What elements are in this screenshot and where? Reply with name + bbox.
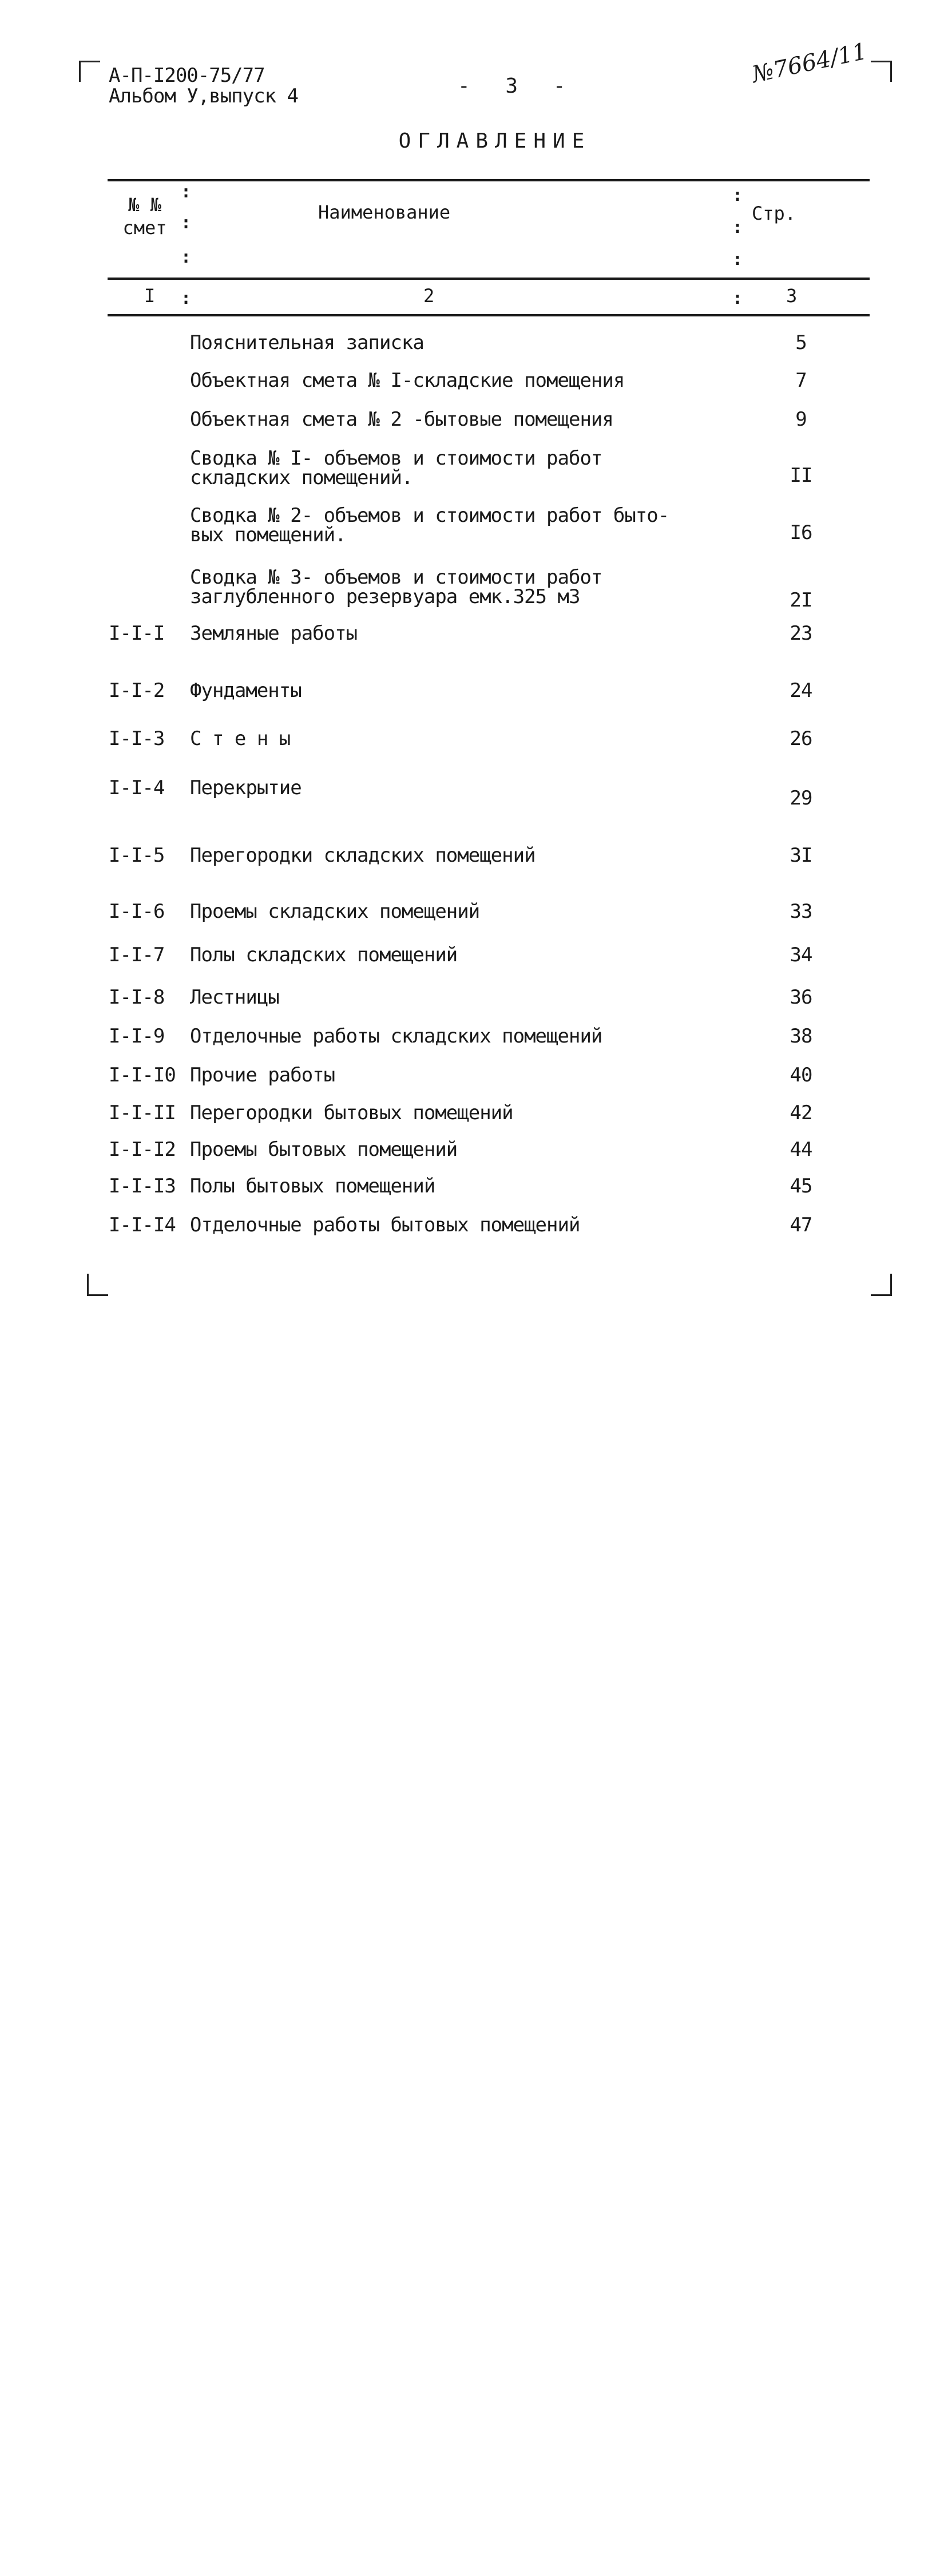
column-divider: : bbox=[181, 288, 192, 308]
estimate-code: I-I-II bbox=[109, 1101, 176, 1124]
page-ref: 9 bbox=[795, 408, 807, 431]
document-code-line: А-П-I200-75/77 bbox=[109, 64, 265, 87]
section-name-line: Полы бытовых помещений bbox=[190, 1175, 435, 1198]
section-name-line: заглубленного резервуара емк.325 м3 bbox=[190, 585, 580, 608]
section-name bbox=[190, 506, 705, 545]
section-name-line: Пояснительная записка bbox=[190, 331, 424, 354]
section-name bbox=[190, 371, 705, 390]
estimate-code: I-I-6 bbox=[109, 900, 165, 923]
estimate-code: I-I-3 bbox=[109, 727, 165, 750]
corner-mark-top-left bbox=[79, 61, 100, 82]
section-name bbox=[190, 681, 705, 700]
page-ref: 2I bbox=[790, 589, 812, 612]
column-divider: : bbox=[181, 213, 192, 233]
estimate-code: I-I-9 bbox=[109, 1025, 165, 1048]
section-name bbox=[190, 1176, 705, 1196]
column-number-2: 2 bbox=[423, 285, 435, 307]
section-name-line: Перекрытие bbox=[190, 776, 302, 799]
numbers-bottom-rule bbox=[108, 314, 870, 316]
page-ref: 38 bbox=[790, 1025, 812, 1048]
header-estimate-no: № № смет bbox=[122, 194, 167, 239]
estimate-code: I-I-8 bbox=[109, 986, 165, 1009]
section-name-line: Полы складских помещений bbox=[190, 944, 458, 966]
section-name bbox=[190, 1103, 705, 1123]
section-name bbox=[190, 988, 705, 1007]
section-name-line: вых помещений. bbox=[190, 524, 346, 546]
page-ref: 42 bbox=[790, 1101, 812, 1124]
estimate-code: I-I-I3 bbox=[109, 1175, 176, 1198]
column-divider: : bbox=[181, 247, 192, 267]
page-ref: 7 bbox=[795, 369, 807, 392]
column-divider: : bbox=[181, 182, 192, 202]
estimate-code: I-I-4 bbox=[109, 776, 165, 799]
page-ref: 34 bbox=[790, 944, 812, 966]
corner-mark-bottom-left bbox=[87, 1274, 108, 1296]
section-name bbox=[190, 729, 705, 748]
page-ref: 3I bbox=[790, 844, 812, 867]
section-name-line: Отделочные работы складских помещений bbox=[190, 1025, 602, 1048]
section-name bbox=[190, 846, 705, 865]
page-number: - 3 - bbox=[458, 74, 566, 98]
section-name-line: Отделочные работы бытовых помещений bbox=[190, 1214, 580, 1237]
section-name bbox=[190, 449, 705, 488]
section-name-line: складских помещений. bbox=[190, 466, 413, 489]
page-ref: 47 bbox=[790, 1214, 812, 1237]
section-name-line: Фундаменты bbox=[190, 679, 302, 702]
document-code bbox=[109, 65, 298, 106]
page-ref: 23 bbox=[790, 622, 812, 645]
section-name bbox=[190, 410, 705, 429]
page-ref: 40 bbox=[790, 1064, 812, 1087]
page-ref: 24 bbox=[790, 679, 812, 702]
section-name bbox=[190, 1027, 705, 1046]
handwritten-doc-number: №7664/11 bbox=[749, 38, 870, 88]
section-name-line: Объектная смета № I-складские помещения bbox=[190, 369, 625, 392]
page-ref: 36 bbox=[790, 986, 812, 1009]
header-page: Стр. bbox=[752, 203, 796, 224]
page-ref: II bbox=[790, 464, 812, 487]
estimate-code: I-I-5 bbox=[109, 844, 165, 867]
estimate-code: I-I-7 bbox=[109, 944, 165, 966]
section-name-line: Перегородки складских помещений bbox=[190, 844, 536, 867]
page-ref: I6 bbox=[790, 521, 812, 544]
section-name bbox=[190, 568, 705, 607]
estimate-code: I-I-I2 bbox=[109, 1138, 176, 1161]
section-name bbox=[190, 1065, 705, 1085]
section-name-line: Объектная смета № 2 -бытовые помещения bbox=[190, 408, 613, 431]
section-name-line: Лестницы bbox=[190, 986, 279, 1009]
column-divider: : bbox=[732, 185, 743, 205]
section-name-line: Земляные работы bbox=[190, 622, 358, 645]
toc-title: ОГЛАВЛЕНИЕ bbox=[398, 129, 592, 153]
section-name-line: Сводка № 3- объемов и стоимости работ bbox=[190, 566, 602, 589]
section-name bbox=[190, 333, 705, 352]
section-name-line: Проемы складских помещений bbox=[190, 900, 480, 923]
section-name bbox=[190, 778, 705, 798]
page-ref: 33 bbox=[790, 900, 812, 923]
page-ref: 29 bbox=[790, 787, 812, 810]
corner-mark-bottom-right bbox=[871, 1274, 892, 1296]
column-divider: : bbox=[732, 217, 743, 237]
page-ref: 5 bbox=[795, 331, 807, 354]
page-ref: 26 bbox=[790, 727, 812, 750]
estimate-code: I-I-I0 bbox=[109, 1064, 176, 1087]
estimate-code: I-I-2 bbox=[109, 679, 165, 702]
section-name-line: Сводка № I- объемов и стоимости работ bbox=[190, 447, 602, 470]
page-ref: 44 bbox=[790, 1138, 812, 1161]
section-name bbox=[190, 1140, 705, 1159]
corner-mark-top-right bbox=[871, 61, 892, 82]
section-name-line: Перегородки бытовых помещений bbox=[190, 1101, 513, 1124]
estimate-code: I-I-I4 bbox=[109, 1214, 176, 1237]
header-bottom-rule bbox=[108, 278, 870, 280]
estimate-code: I-I-I bbox=[109, 622, 165, 645]
section-name bbox=[190, 1215, 705, 1235]
page-ref: 45 bbox=[790, 1175, 812, 1198]
section-name bbox=[190, 624, 705, 643]
table-top-rule bbox=[108, 179, 870, 181]
section-name-line: Проемы бытовых помещений bbox=[190, 1138, 458, 1161]
column-divider: : bbox=[732, 288, 743, 308]
section-name-line: Прочие работы bbox=[190, 1064, 335, 1087]
section-name bbox=[190, 902, 705, 921]
header-name: Наименование bbox=[318, 201, 451, 223]
section-name-line: С т е н ы bbox=[190, 727, 291, 750]
section-name bbox=[190, 945, 705, 965]
column-number-1: I bbox=[144, 285, 156, 307]
album-line: Альбом У,выпуск 4 bbox=[109, 85, 298, 108]
column-divider: : bbox=[732, 249, 743, 270]
section-name-line: Сводка № 2- объемов и стоимости работ быто- bbox=[190, 504, 669, 527]
column-number-3: 3 bbox=[786, 285, 798, 307]
